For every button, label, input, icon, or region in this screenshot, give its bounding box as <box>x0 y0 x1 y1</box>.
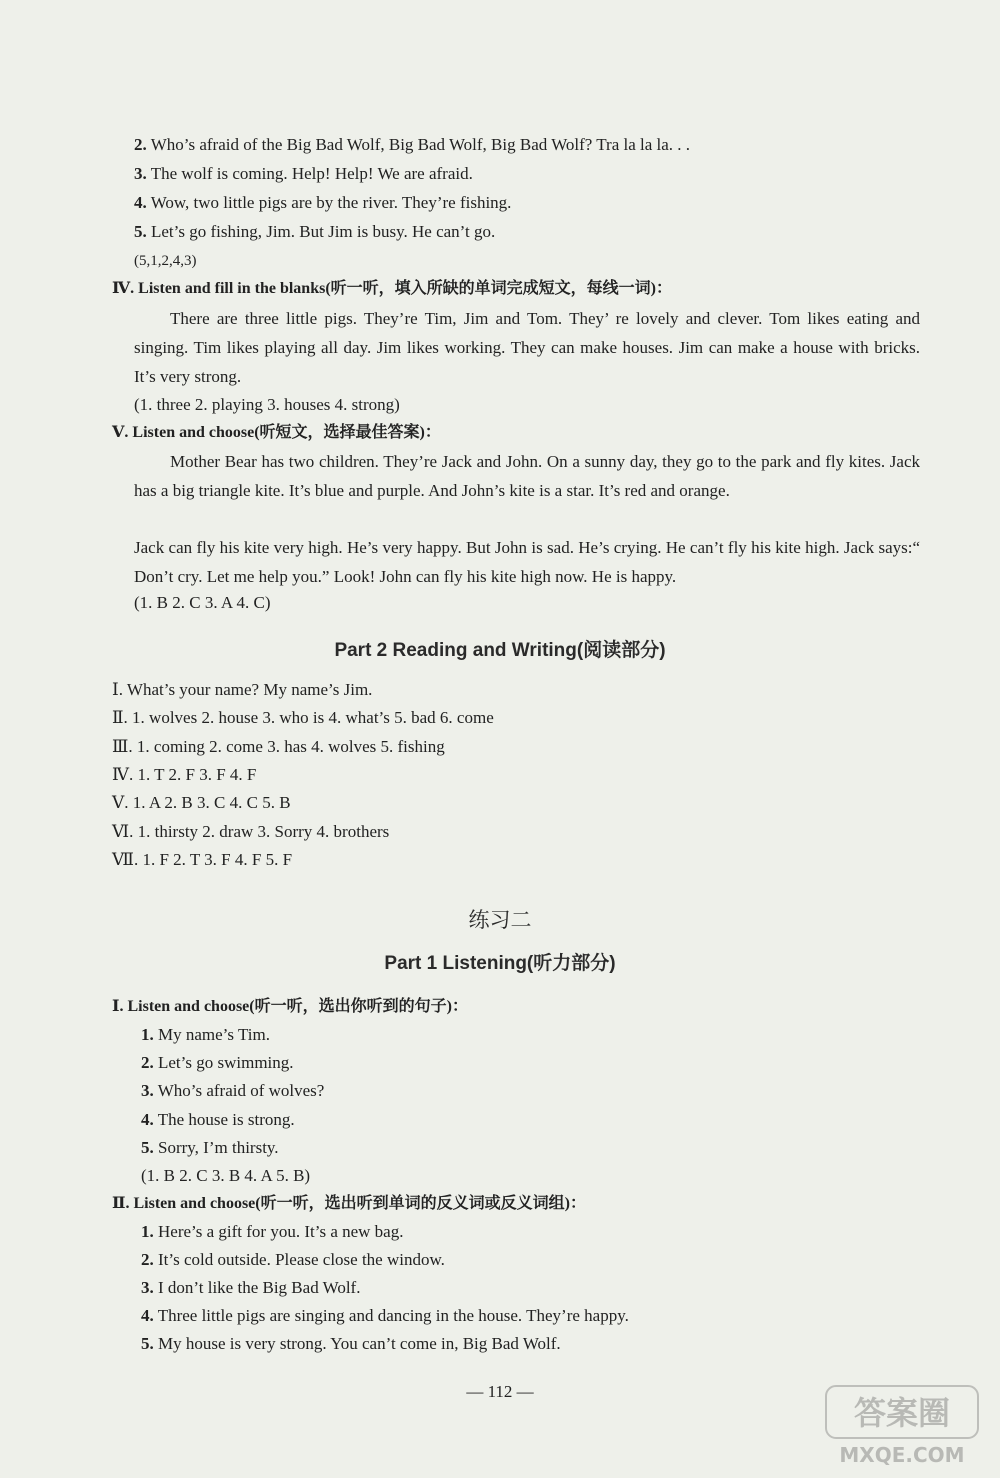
list-item: 5. Sorry, I’m thirsty. <box>141 1138 279 1157</box>
page-number: — 112 — <box>466 1382 534 1401</box>
answer-row: Ⅱ. 1. wolves 2. house 3. who is 4. what’s 5. bad 6. come <box>112 708 494 727</box>
list-item: 5. Let’s go fishing, Jim. But Jim is busy. He can’t go. <box>134 222 496 241</box>
exercise-title: 练习二 <box>468 908 532 932</box>
answer-row: Ⅵ. 1. thirsty 2. draw 3. Sorry 4. brothers <box>112 822 390 841</box>
answer-row: Ⅴ. 1. A 2. B 3. C 4. C 5. B <box>112 793 291 812</box>
section-heading: Ⅱ. Listen and choose(听一听，选出听到单词的反义词或反义词组)： <box>112 1195 586 1212</box>
list-item: 2. Who’s afraid of the Big Bad Wolf, Big Bad Wolf, Big Bad Wolf? Tra la la la. . . <box>134 135 691 154</box>
list-item: 2. It’s cold outside. Please close the window. <box>141 1250 445 1269</box>
list-item: 4. Three little pigs are singing and dancing in the house. They’re happy. <box>141 1306 629 1325</box>
answer-key: (1. three 2. playing 3. houses 4. strong) <box>134 395 400 414</box>
list-item: 3. Who’s afraid of wolves? <box>141 1081 325 1100</box>
list-item: 1. Here’s a gift for you. It’s a new bag. <box>141 1222 404 1241</box>
part-title: Part 2 Reading and Writing(阅读部分) <box>334 640 666 661</box>
answer-row: Ⅳ. 1. T 2. F 3. F 4. F <box>112 765 257 784</box>
svg-text:MXQE.COM: MXQE.COM <box>839 1443 965 1467</box>
list-item: 3. I don’t like the Big Bad Wolf. <box>141 1278 361 1297</box>
list-item: 4. The house is strong. <box>141 1110 295 1129</box>
list-item: 2. Let’s go swimming. <box>141 1053 294 1072</box>
answer-row: Ⅰ. What’s your name? My name’s Jim. <box>112 680 373 699</box>
section-heading: Ⅰ. Listen and choose(听一听，选出你听到的句子)： <box>112 998 468 1015</box>
section-heading: Ⅴ. Listen and choose(听短文，选择最佳答案)： <box>112 424 441 441</box>
answer-row: Ⅲ. 1. coming 2. come 3. has 4. wolves 5. fishing <box>112 737 445 756</box>
part-title: Part 1 Listening(听力部分) <box>384 953 616 974</box>
answer-key: (1. B 2. C 3. B 4. A 5. B) <box>141 1166 311 1185</box>
answer-key: (1. B 2. C 3. A 4. C) <box>134 593 271 612</box>
passage: Mother Bear has two children. They’re Jack and John. On a sunny day, they go to the park and fly kites. Jack has a big triangle kite. It’s blue and purple. And John’s kite is a star. It’s red and orange. <box>134 452 920 500</box>
svg-text:答案圈: 答案圈 <box>853 1394 951 1432</box>
list-item: 5. My house is very strong. You can’t come in, Big Bad Wolf. <box>141 1334 561 1353</box>
watermark-logo <box>822 1382 982 1468</box>
section-heading: Ⅳ. Listen and fill in the blanks(听一听，填入所缺的单词完成短文，每线一词)： <box>112 280 672 297</box>
list-item: 3. The wolf is coming. Help! Help! We are afraid. <box>134 164 473 183</box>
list-item: 1. My name’s Tim. <box>141 1025 270 1044</box>
answer-row: Ⅶ. 1. F 2. T 3. F 4. F 5. F <box>112 850 293 869</box>
passage: Jack can fly his kite very high. He’s very happy. But John is sad. He’s crying. He can’t fly his kite high. Jack says:“ Don’t cry. Let me help you.” Look! John can fly his kite high now. He is happy. <box>134 538 920 586</box>
answer-key: (5,1,2,4,3) <box>134 253 197 269</box>
passage: There are three little pigs. They’re Tim, Jim and Tom. They’ re lovely and clever. Tom likes eating and singing. Tim likes playing all day. Jim likes working. They can make houses. Jim can make a house with bricks. It’s very strong. <box>134 309 920 386</box>
list-item: 4. Wow, two little pigs are by the river. They’re fishing. <box>134 193 512 212</box>
